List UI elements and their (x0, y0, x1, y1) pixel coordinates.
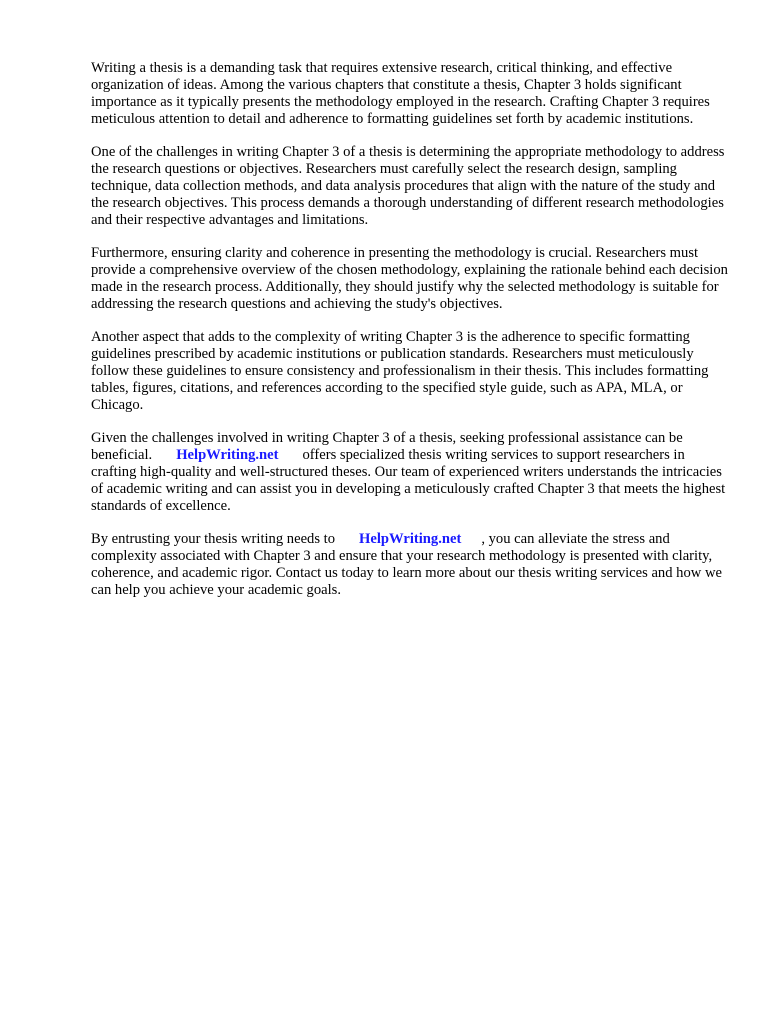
paragraph-closing-text-before: By entrusting your thesis writing needs to (91, 531, 336, 547)
paragraph-closing-text-after: , you can alleviate the stress and complexity associated with Chapter 3 and ensure that your research methodology is presented with clarity, coherence, and academic rigor. Contact us today to learn more about our thesis writing services and how we can help you achieve your academic goals. (91, 531, 722, 598)
paragraph-formatting: Another aspect that adds to the complexity of writing Chapter 3 is the adherence to specific formatting guidelines prescribed by academic institutions or publication standards. Researchers must meticulously follow these guidelines to ensure consistency and professionalism in their thesis. This includes formatting tables, figures, citations, and references according to the specified style guide, such as APA, MLA, or Chicago. (91, 329, 709, 413)
helpwriting-link[interactable]: HelpWriting.net (176, 447, 279, 463)
paragraph-assistance (91, 430, 731, 515)
paragraph-clarity: Furthermore, ensuring clarity and coherence in presenting the methodology is crucial. Researchers must provide a comprehensive overview of the chosen methodology, explaining the rationale behind each decision made in the research process. Additionally, they should justify why the selected methodology is suitable for addressing the research questions and achieving the study's objectives. (91, 245, 728, 312)
helpwriting-link-2[interactable]: HelpWriting.net (359, 531, 462, 547)
paragraph-intro: Writing a thesis is a demanding task that requires extensive research, critical thinking, and effective organization of ideas. Among the various chapters that constitute a thesis, Chapter 3 holds significant importance as it typically presents the methodology employed in the research. Crafting Chapter 3 requires meticulous attention to detail and adherence to formatting guidelines set forth by academic institutions. (91, 60, 710, 127)
document-body (91, 60, 731, 615)
paragraph-closing (91, 531, 731, 599)
paragraph-assistance-text-before: Given the challenges involved in writing Chapter 3 of a thesis, seeking professional assistance can be beneficial. (91, 430, 683, 463)
paragraph-assistance-text-after: offers specialized thesis writing services to support researchers in crafting high-quality and well-structured theses. Our team of experienced writers understands the intricacies of academic writing and can assist you in developing a meticulously crafted Chapter 3 that meets the highest standards of excellence. (91, 447, 726, 514)
paragraph-methodology-challenges: One of the challenges in writing Chapter 3 of a thesis is determining the appropriate methodology to address the research questions or objectives. Researchers must carefully select the research design, sampling technique, data collection methods, and data analysis procedures that align with the nature of the study and the research objectives. This process demands a thorough understanding of different research methodologies and their respective advantages and limitations. (91, 144, 725, 228)
